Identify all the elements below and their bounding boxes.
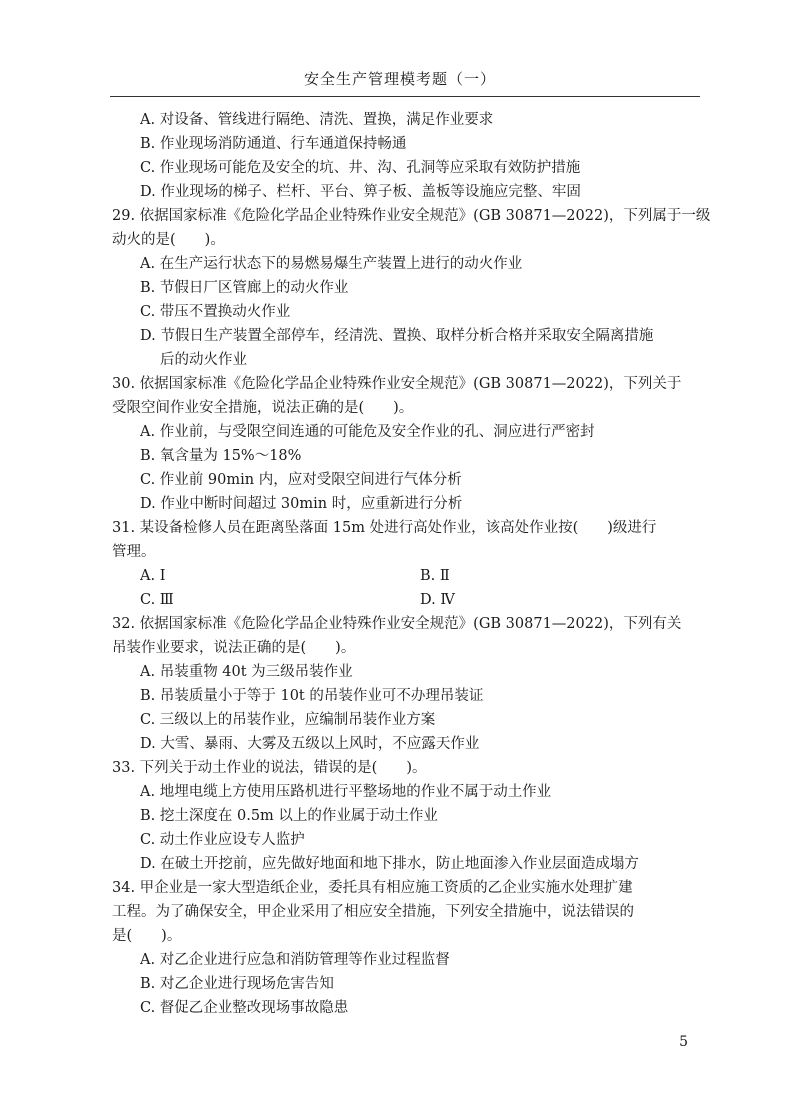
option-pair (112, 564, 702, 588)
question-text: 32. 依据国家标准《危险化学品企业特殊作业安全规范》(GB 30871—2022)，下列有关 (112, 616, 682, 632)
option-text: D. Ⅳ (420, 592, 455, 608)
option-continuation: 后的动火作业 (160, 352, 247, 368)
option-text: A. 对乙企业进行应急和消防管理等作业过程监督 (140, 952, 450, 968)
question-text: 29. 依据国家标准《危险化学品企业特殊作业安全规范》(GB 30871—2022)，下列属于一级 (112, 208, 711, 224)
option-text: B. 对乙企业进行现场危害告知 (140, 976, 334, 992)
question-text: 动火的是( )。 (112, 232, 225, 248)
option-text: C. Ⅲ (140, 592, 174, 608)
exam-content (112, 108, 711, 1020)
option-text: A. 作业前，与受限空间连通的可能危及安全作业的孔、洞应进行严密封 (140, 424, 595, 440)
option-text: A. Ⅰ (140, 568, 166, 584)
question-text: 管理。 (112, 544, 156, 560)
option-text: C. 作业现场可能危及安全的坑、井、沟、孔洞等应采取有效防护措施 (140, 160, 581, 176)
question-text: 34. 甲企业是一家大型造纸企业，委托具有相应施工资质的乙企业实施水处理扩建 (112, 880, 633, 896)
option-text: C. 三级以上的吊装作业，应编制吊装作业方案 (140, 712, 436, 728)
option-text: B. 挖土深度在 0.5m 以上的作业属于动土作业 (140, 808, 438, 824)
header-rule (110, 96, 700, 97)
option-text: A. 吊装重物 40t 为三级吊装作业 (140, 664, 353, 680)
question-text: 31. 某设备检修人员在距离坠落面 15m 处进行高处作业，该高处作业按( )级进行 (112, 520, 657, 536)
option-text: C. 督促乙企业整改现场事故隐患 (140, 1000, 349, 1016)
option-text: B. 作业现场消防通道、行车通道保持畅通 (140, 136, 407, 152)
question-text: 受限空间作业安全措施，说法正确的是( )。 (112, 400, 414, 416)
option-text: D. 作业现场的梯子、栏杆、平台、箅子板、盖板等设施应完整、牢固 (140, 184, 581, 200)
option-text: D. 大雪、暴雨、大雾及五级以上风时，不应露天作业 (140, 736, 480, 752)
option-text: C. 动土作业应设专人监护 (140, 832, 305, 848)
question-text: 33. 下列关于动土作业的说法，错误的是( )。 (112, 760, 427, 776)
option-text: C. 作业前 90min 内，应对受限空间进行气体分析 (140, 472, 462, 488)
option-text: D. 在破土开挖前，应先做好地面和地下排水，防止地面渗入作业层面造成塌方 (140, 856, 639, 872)
option-pair (112, 588, 702, 612)
option-text: B. Ⅱ (420, 568, 450, 584)
option-text: D. 节假日生产装置全部停车，经清洗、置换、取样分析合格并采取安全隔离措施 (140, 328, 654, 344)
option-text: A. 对设备、管线进行隔绝、清洗、置换，满足作业要求 (140, 112, 494, 128)
question-text: 工程。为了确保安全，甲企业采用了相应安全措施，下列安全措施中，说法错误的 (112, 904, 634, 920)
option-text: A. 在生产运行状态下的易燃易爆生产装置上进行的动火作业 (140, 256, 523, 272)
option-text: D. 作业中断时间超过 30min 时，应重新进行分析 (140, 496, 463, 512)
option-text: A. 地埋电缆上方使用压路机进行平整场地的作业不属于动土作业 (140, 784, 552, 800)
page-header: 安全生产管理模考题（一） (303, 70, 496, 88)
option-text: B. 氧含量为 15%～18% (140, 448, 302, 464)
question-text: 是( )。 (112, 928, 182, 944)
option-text: C. 带压不置换动火作业 (140, 304, 291, 320)
option-text: B. 节假日厂区管廊上的动火作业 (140, 280, 349, 296)
option-text: B. 吊装质量小于等于 10t 的吊装作业可不办理吊装证 (140, 688, 484, 704)
question-text: 30. 依据国家标准《危险化学品企业特殊作业安全规范》(GB 30871—2022)，下列关于 (112, 376, 682, 392)
question-text: 吊装作业要求，说法正确的是( )。 (112, 640, 356, 656)
page-number: 5 (679, 1034, 688, 1050)
